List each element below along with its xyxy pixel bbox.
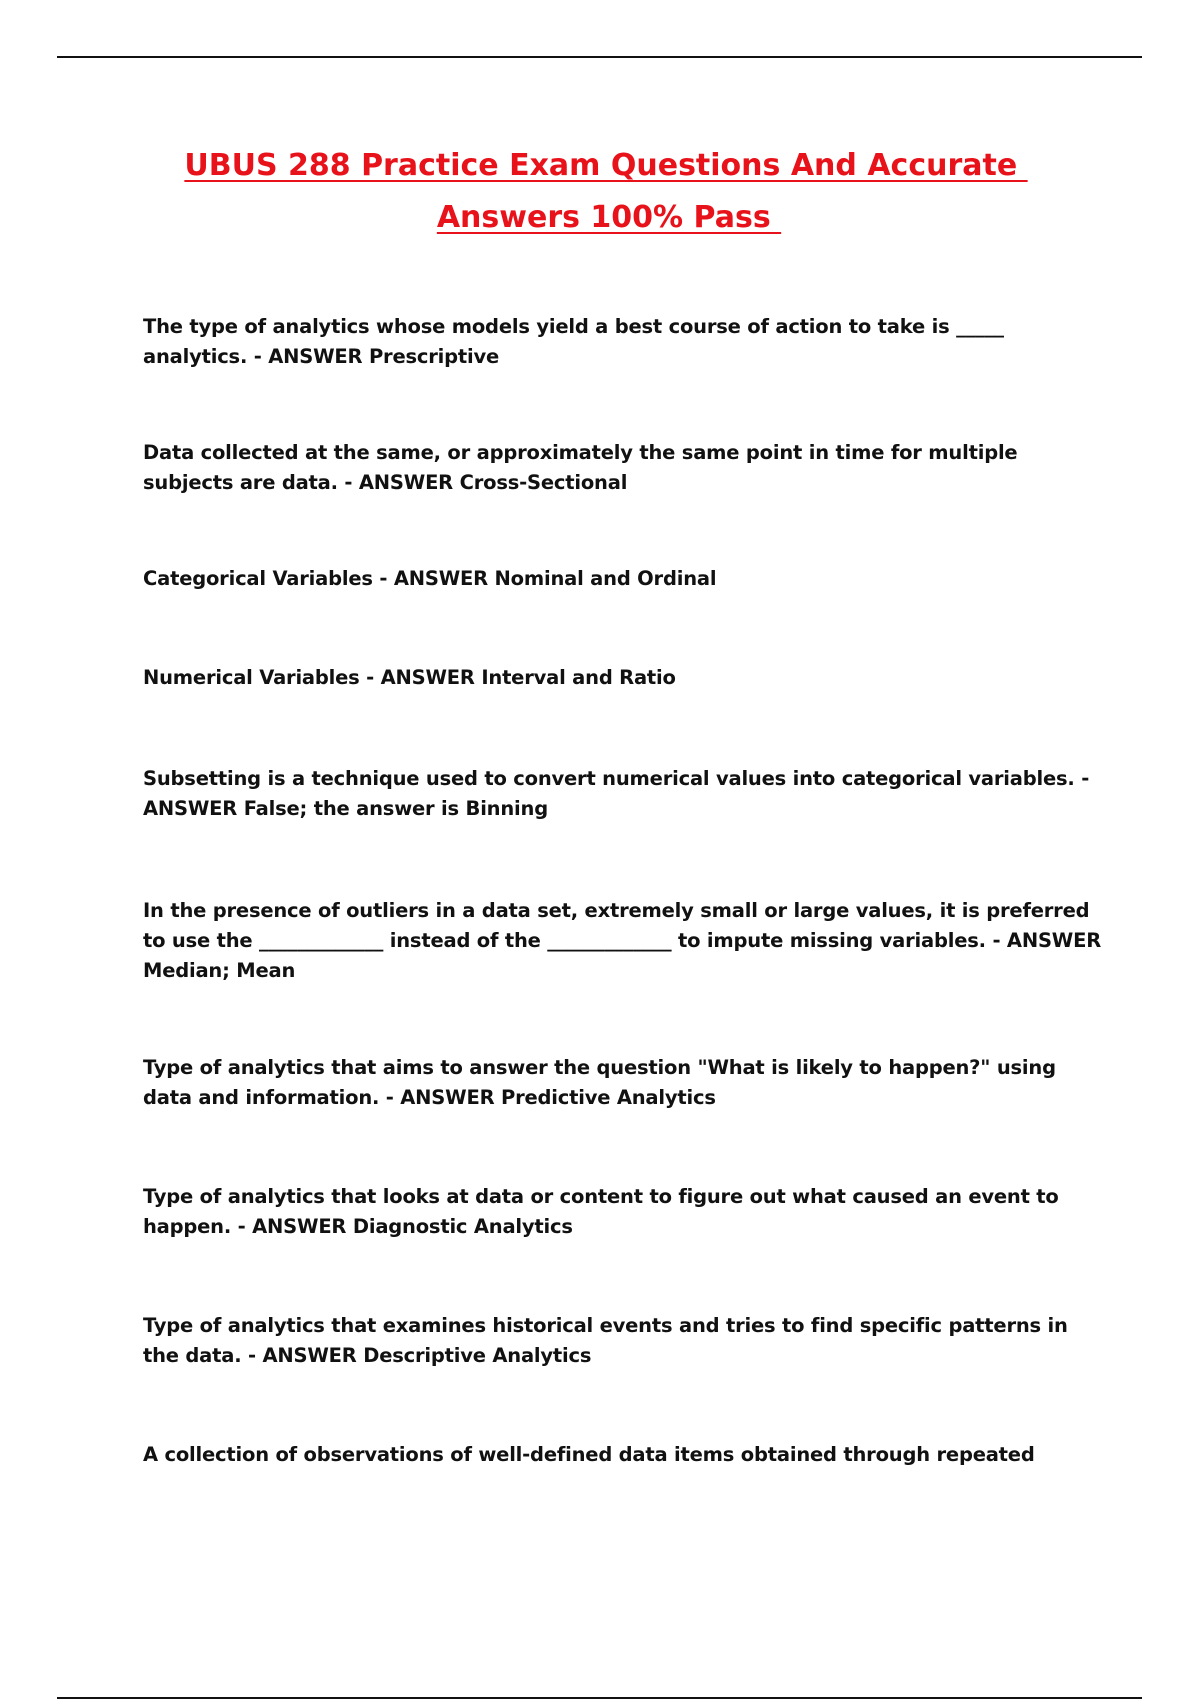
header-rule xyxy=(57,56,1142,58)
qa-item: Numerical Variables - ANSWER Interval and Ratio xyxy=(143,666,676,689)
title-line-1: UBUS 288 Practice Exam Questions And Accurate xyxy=(184,148,1028,183)
document-title xyxy=(0,140,1200,244)
qa-item: Type of analytics that examines historical events and tries to find specific patterns in the data. - ANSWER Descriptive Analytics xyxy=(143,1314,1068,1367)
title-line-2: Answers 100% Pass xyxy=(436,200,782,235)
qa-item: The type of analytics whose models yield a best course of action to take is _____ analytics. - ANSWER Prescriptive xyxy=(143,315,1004,368)
qa-item-partial: A collection of observations of well-defined data items obtained through repeated xyxy=(143,1443,1035,1466)
qa-item: Data collected at the same, or approximately the same point in time for multiple subjects are data. - ANSWER Cross-Sectional xyxy=(143,441,1018,494)
qa-item: Subsetting is a technique used to convert numerical values into categorical variables. - ANSWER False; the answer is Binning xyxy=(143,767,1090,820)
footer-rule xyxy=(57,1697,1142,1699)
qa-list xyxy=(143,312,1103,1470)
qa-item: Type of analytics that aims to answer the question "What is likely to happen?" using data and information. - ANSWER Predictive Analytics xyxy=(143,1056,1056,1109)
qa-item: Type of analytics that looks at data or content to figure out what caused an event to happen. - ANSWER Diagnostic Analytics xyxy=(143,1185,1059,1238)
qa-item: Categorical Variables - ANSWER Nominal and Ordinal xyxy=(143,567,717,590)
qa-item: In the presence of outliers in a data set, extremely small or large values, it is preferred to use the _____________ instead of the _____________ to impute missing variables. - ANSWER Median; Mean xyxy=(143,899,1102,982)
